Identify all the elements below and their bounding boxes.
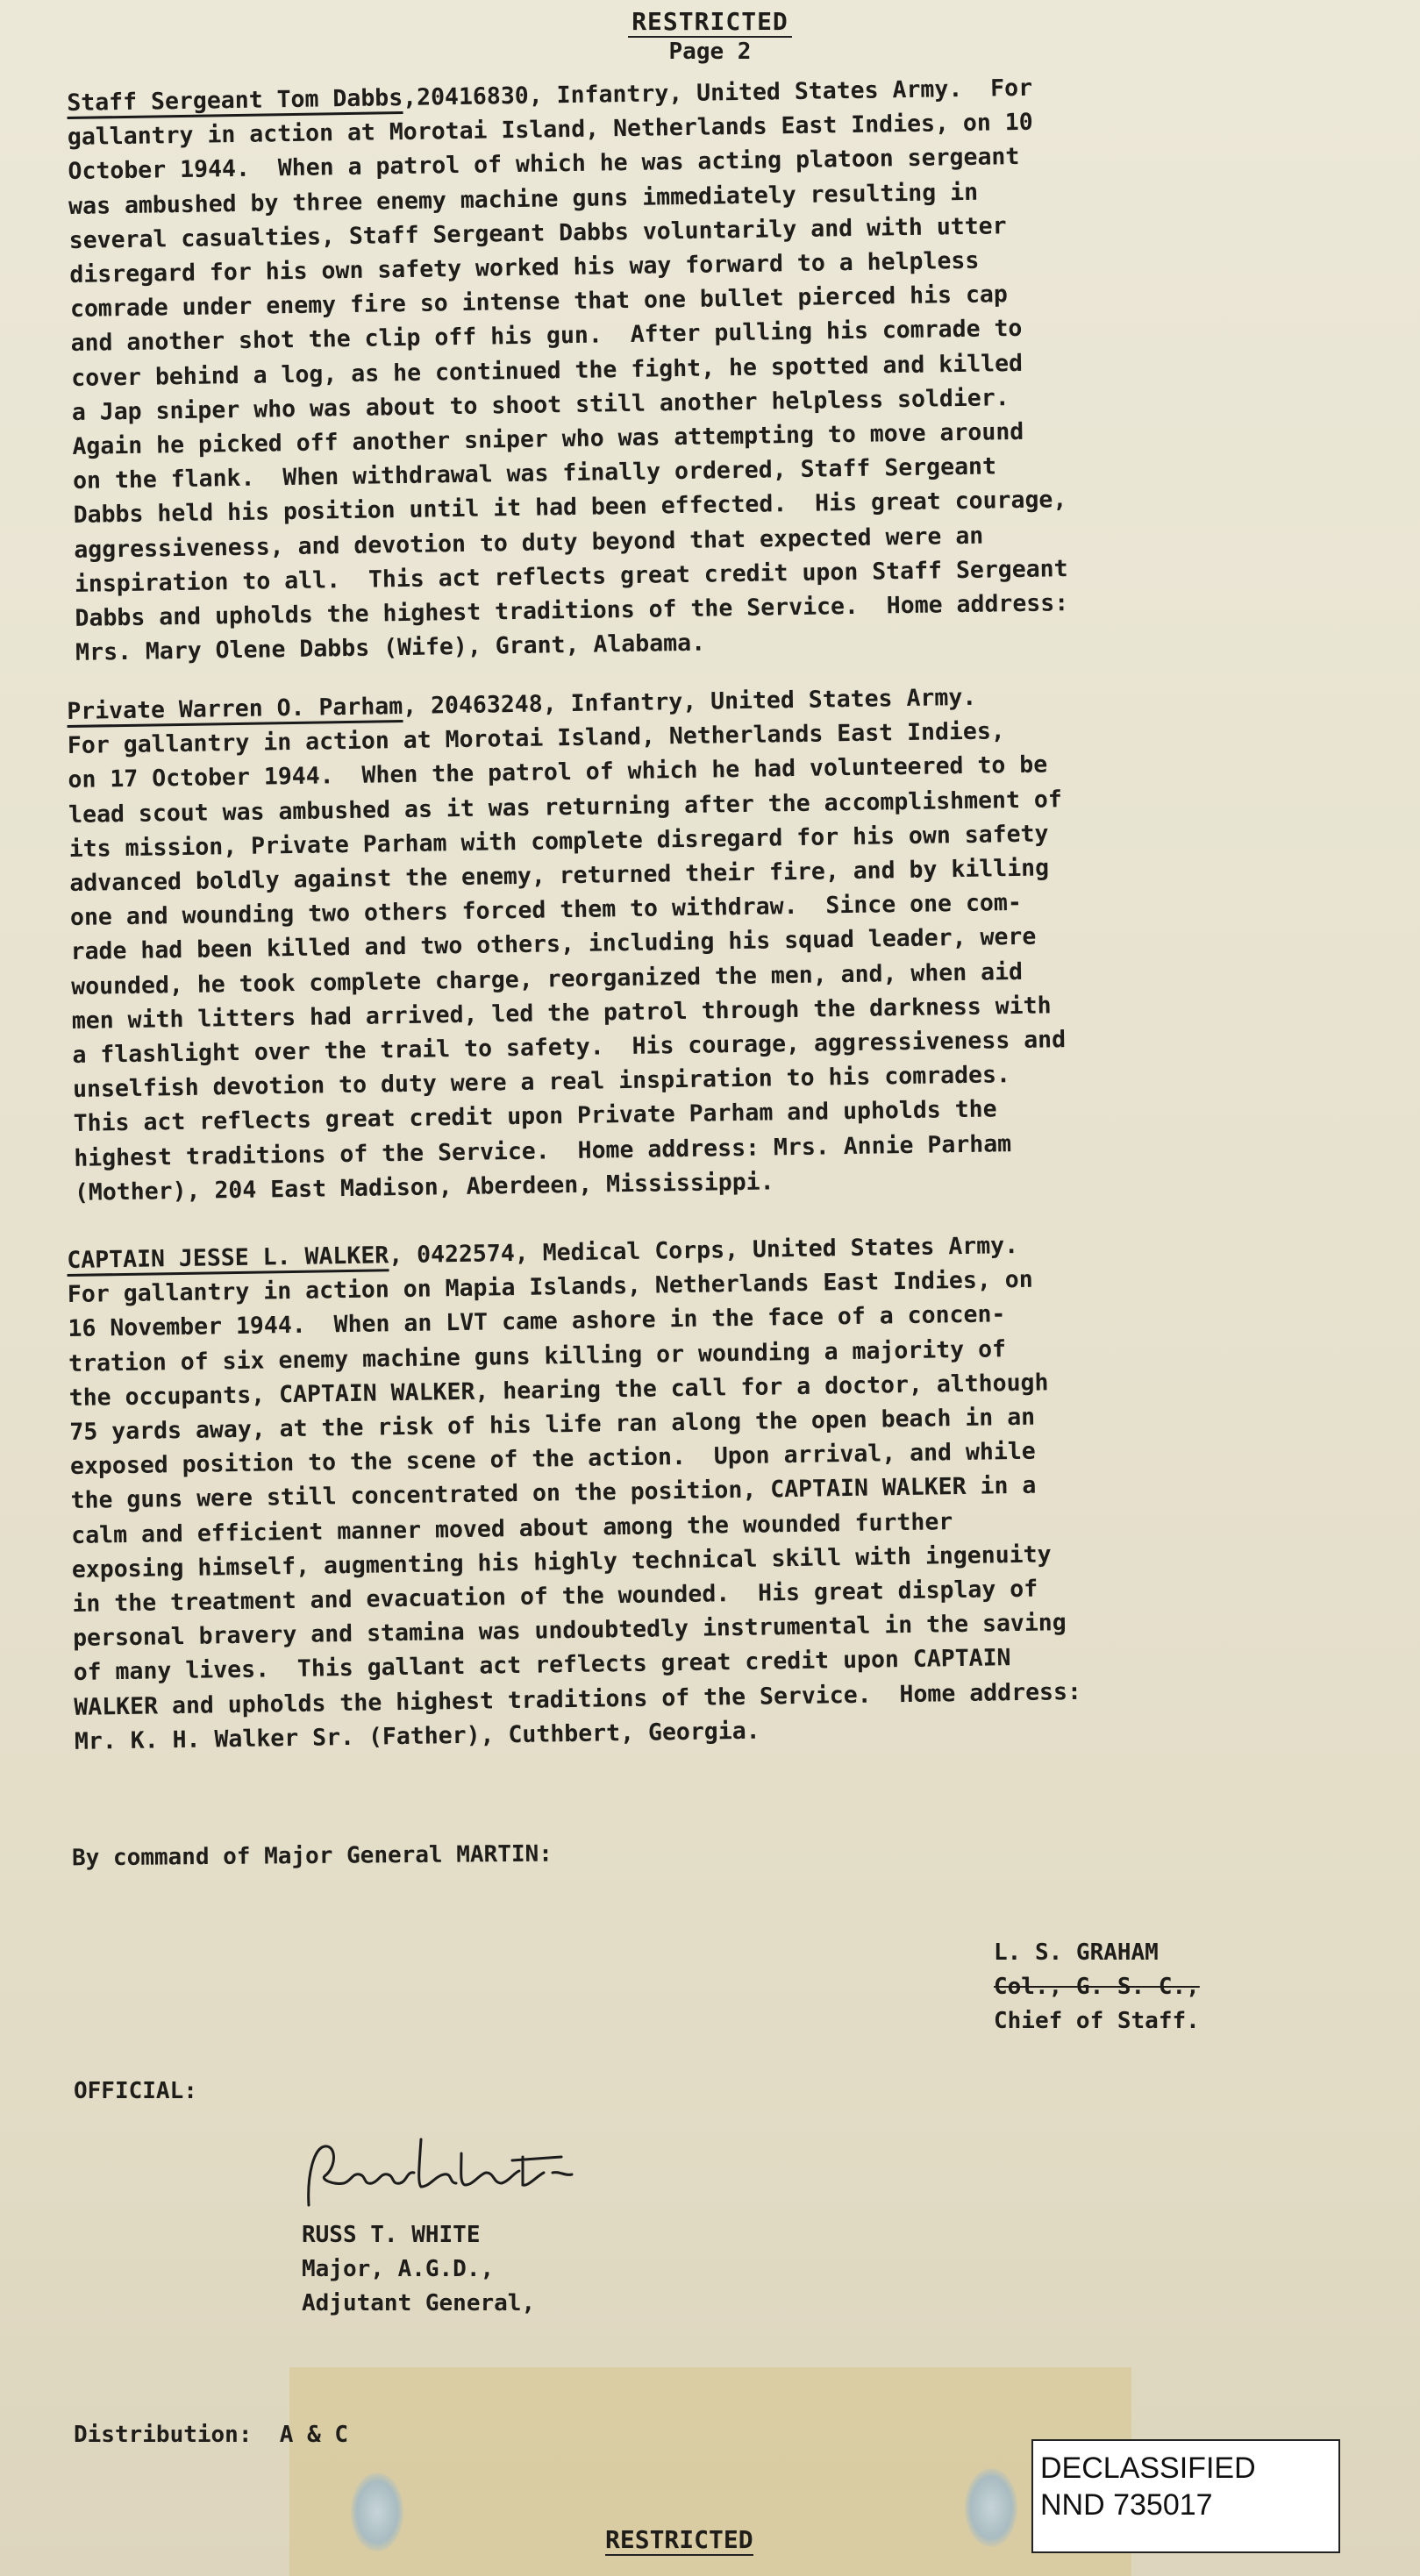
declassified-label: DECLASSIFIED (1040, 2451, 1256, 2485)
citation-text: inspiration to all. This act reflects great credit upon Staff Sergeant (74, 554, 1068, 598)
citation-text: comrade under enemy fire so intense that one bullet pierced his cap (69, 281, 1009, 324)
citation-text: lead scout was ambushed as it was returning after the accomplishment of (68, 785, 1063, 829)
citation-text: on the flank. When withdrawal was finally ordered, Staff Sergeant (72, 452, 997, 495)
recipient-name: CAPTAIN JESSE L. WALKER (67, 1242, 389, 1277)
chief-of-staff-block (994, 1936, 1200, 2039)
citation-text: , 20463248, Infantry, United States Army. (402, 683, 977, 720)
citation-text: in the treatment and evacuation of the wounded. His great display of (72, 1575, 1038, 1618)
pin-hole (965, 2468, 1017, 2547)
page-number: Page 2 (668, 39, 752, 65)
citation-text: For gallantry in action on Mapia Islands, Netherlands East Indies, on (67, 1265, 1033, 1309)
citation-text: calm and efficient manner moved about among the wounded further (70, 1507, 953, 1549)
citation-text: For gallantry in action at Morotai Island, Netherlands East Indies, (67, 717, 1005, 760)
command-line: By command of Major General MARTIN: (71, 1840, 553, 1872)
citation-text: 16 November 1944. When an LVT came ashore in the face of a concen- (68, 1300, 1006, 1343)
citation-paragraph (67, 66, 1365, 670)
citation-text: a flashlight over the trail to safety. His courage, aggressiveness and (72, 1026, 1067, 1069)
citation-text: of many lives. This gallant act reflects great credit upon CAPTAIN (73, 1644, 1011, 1687)
pin-hole (351, 2473, 403, 2551)
adjutant-title: Adjutant General, (302, 2290, 536, 2316)
citation-text: Mrs. Mary Olene Dabbs (Wife), Grant, Alabama. (75, 629, 706, 667)
citation-paragraph (67, 674, 1364, 1210)
citation-text: October 1944. When a patrol of which he was acting platoon sergeant (68, 143, 1020, 186)
citation-text: the occupants, CAPTAIN WALKER, hearing the call for a doctor, although (68, 1369, 1049, 1412)
citation-text: ,20416830, Infantry, United States Army. For (402, 74, 1033, 111)
chief-title: Chief of Staff. (994, 2008, 1200, 2034)
chief-struck-rank: Col., G. S. C., (994, 1974, 1200, 2000)
citation-text: advanced boldly against the enemy, returned their fire, and by killing (69, 854, 1050, 897)
citation-text: the guns were still concentrated on the position, CAPTAIN WALKER in a (70, 1472, 1037, 1515)
adjutant-name: RUSS T. WHITE (302, 2222, 481, 2248)
citation-text: on 17 October 1944. When the patrol of which he had volunteered to be (68, 751, 1048, 794)
citation-text: its mission, Private Parham with complete disregard for his own safety (68, 820, 1049, 863)
citation-text: and another shot the clip off his gun. After pulling his comrade to (70, 315, 1023, 358)
citation-text: gallantry in action at Morotai Island, Netherlands East Indies, on 10 (67, 108, 1033, 152)
citation-text: Mr. K. H. Walker Sr. (Father), Cuthbert, Georgia. (74, 1717, 760, 1755)
citation-text: cover behind a log, as he continued the fight, he spotted and killed (70, 349, 1024, 392)
citation-text: 75 yards away, at the risk of his life ran along the open beach in an (69, 1403, 1036, 1446)
citation-text: (Mother), 204 East Madison, Aberdeen, Mississippi. (74, 1168, 774, 1206)
declassified-number: NND 735017 (1040, 2488, 1213, 2522)
citation-paragraph (67, 1223, 1364, 1759)
citation-text: unselfish devotion to duty were a real inspiration to his comrades. (72, 1061, 1011, 1104)
citation-text: personal bravery and stamina was undoubtedly instrumental in the saving (72, 1609, 1067, 1653)
citation-text: was ambushed by three enemy machine guns immediately resulting in (68, 178, 979, 220)
citation-text: rade had been killed and two others, including his squad leader, were (70, 923, 1037, 966)
citation-text: exposing himself, augmenting his highly technical skill with ingenuity (71, 1541, 1052, 1583)
citation-text: Again he picked off another sniper who was attempting to move around (72, 417, 1024, 460)
declassified-stamp (1031, 2439, 1340, 2553)
citation-text: WALKER and upholds the highest traditions of the Service. Home address: (74, 1677, 1082, 1721)
distribution-line: Distribution: A & C (74, 2422, 349, 2448)
recipient-name: Private Warren O. Parham (67, 693, 403, 728)
citation-text: tration of six enemy machine guns killing or wounding a majority of (68, 1334, 1007, 1377)
chief-name: L. S. GRAHAM (994, 1939, 1159, 1966)
citation-text: Dabbs and upholds the highest traditions of the Service. Home address: (75, 589, 1069, 632)
official-label: OFFICIAL: (74, 2078, 197, 2104)
citation-text: a Jap sniper who was about to shoot still another helpless soldier. (71, 383, 1010, 426)
citation-text: Dabbs held his position until it had been effected. His great courage, (73, 486, 1067, 530)
citation-text: one and wounding two others forced them to withdraw. Since one com- (69, 889, 1023, 932)
citation-text: several casualties, Staff Sergeant Dabbs voluntarily and with utter (68, 212, 1007, 254)
adjutant-block (302, 2218, 535, 2321)
recipient-name: Staff Sergeant Tom Dabbs (67, 84, 403, 119)
citation-text: exposed position to the scene of the action. Upon arrival, and while (69, 1437, 1036, 1481)
citation-text: aggressiveness, and devotion to duty beyond that expected were an (74, 522, 984, 564)
citation-text: disregard for his own safety worked his way forward to a helpless (69, 246, 980, 288)
citation-text: This act reflects great credit upon Private Parham and upholds the (73, 1095, 997, 1138)
citation-text: wounded, he took complete charge, reorganized the men, and, when aid (70, 957, 1024, 1000)
header-classification: RESTRICTED (0, 7, 1420, 36)
citation-text: highest traditions of the Service. Home address: Mrs. Annie Parham (74, 1129, 1012, 1172)
adjutant-rank: Major, A.G.D., (302, 2256, 495, 2282)
handwritten-signature (298, 2122, 596, 2218)
citation-text: men with litters had arrived, led the patrol through the darkness with (71, 992, 1052, 1035)
citation-text: , 0422574, Medical Corps, United States Army. (388, 1231, 1019, 1270)
footer-classification: RESTRICTED (605, 2525, 753, 2554)
